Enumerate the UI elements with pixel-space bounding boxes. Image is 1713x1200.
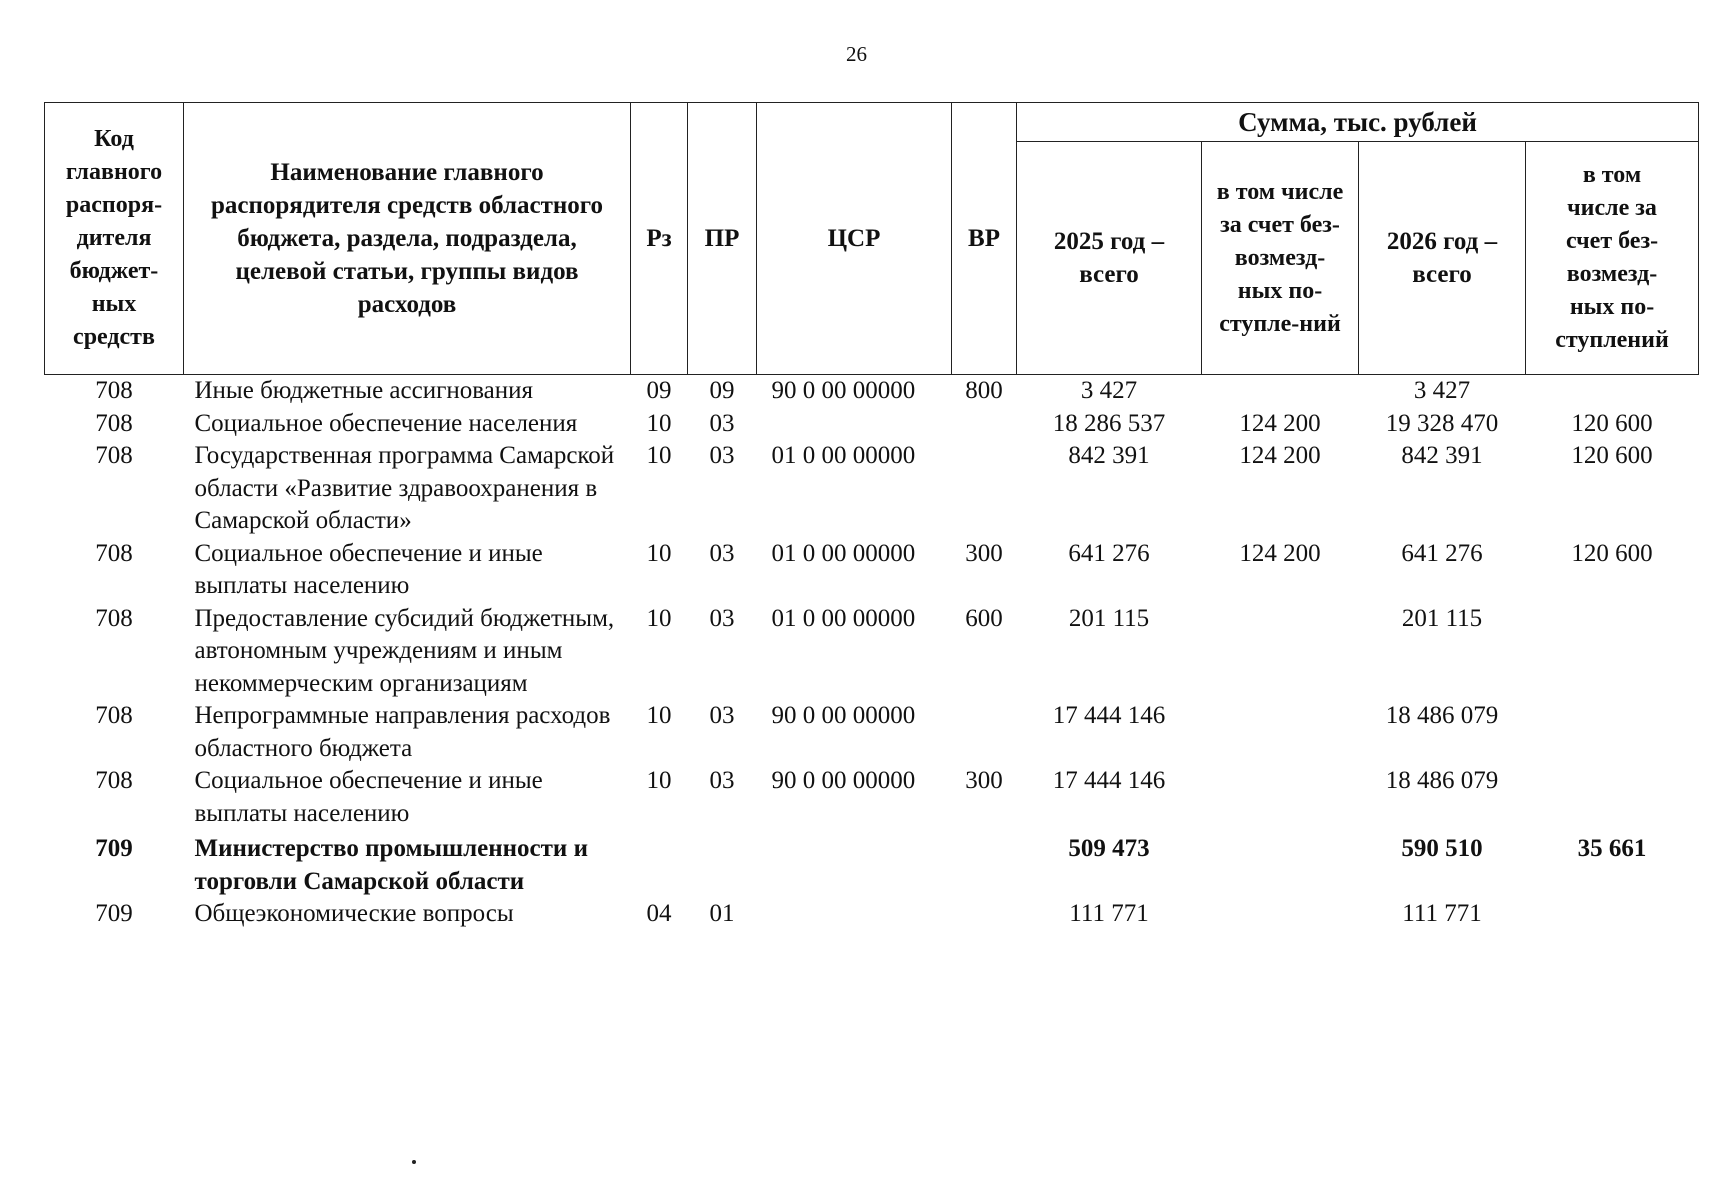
cell-rz: 09 xyxy=(646,377,672,404)
cell-pr: 03 xyxy=(709,767,735,794)
cell-vr xyxy=(952,408,1017,441)
header-code: Код главного распоря-дителя бюджет-ных средств xyxy=(45,103,184,375)
cell-total-2026: 18 486 079 xyxy=(1385,767,1499,794)
cell-code: 708 xyxy=(95,409,133,437)
cell-csr: 90 0 00 00000 xyxy=(771,702,916,729)
cell-total-2025: 17 444 146 xyxy=(1052,767,1166,794)
cell-total-2026: 18 486 079 xyxy=(1385,702,1499,729)
page-number: 26 xyxy=(846,42,867,66)
cell-total-2025: 3 427 xyxy=(1080,377,1138,404)
cell-vr xyxy=(952,830,1017,898)
cell-free-2025: 124 200 xyxy=(1239,442,1321,469)
cell-rz: 10 xyxy=(646,604,672,632)
cell-name: Государственная программа Самарской области «Развитие здравоохранения в Самарской области» xyxy=(194,442,615,534)
cell-code: 708 xyxy=(95,604,133,632)
cell-pr: 03 xyxy=(709,442,735,469)
cell-vr: 300 xyxy=(965,539,1003,567)
cell-total-2026: 201 115 xyxy=(1401,604,1483,632)
cell-csr: 01 0 00 00000 xyxy=(771,442,916,469)
cell-pr: 03 xyxy=(709,539,735,567)
scan-speck xyxy=(412,1160,416,1164)
table-row xyxy=(45,375,1699,408)
header-sum-group: Сумма, тыс. рублей xyxy=(1017,103,1699,142)
cell-total-2025: 111 771 xyxy=(1069,900,1149,927)
cell-free-2026: 120 600 xyxy=(1571,409,1653,437)
cell-total-2026: 842 391 xyxy=(1401,442,1483,469)
cell-pr xyxy=(688,830,757,898)
cell-total-2025: 17 444 146 xyxy=(1052,702,1166,729)
header-csr: ЦСР xyxy=(757,103,952,375)
table-row xyxy=(45,765,1699,830)
cell-vr xyxy=(952,898,1017,931)
cell-code: 708 xyxy=(95,767,133,794)
cell-name: Министерство промышленности и торговли Самарской области xyxy=(194,835,588,895)
cell-rz: 04 xyxy=(646,900,672,927)
header-total-2025: 2025 год – всего xyxy=(1017,142,1202,375)
header-pr: ПР xyxy=(688,103,757,375)
cell-pr: 01 xyxy=(709,900,735,927)
cell-code: 709 xyxy=(95,900,133,927)
header-name: Наименование главного распорядителя средств областного бюджета, раздела, подраздела, целевой статьи, группы видов расходов xyxy=(184,103,631,375)
cell-total-2025: 18 286 537 xyxy=(1052,409,1166,437)
cell-code: 708 xyxy=(95,377,133,404)
cell-rz: 10 xyxy=(646,442,672,469)
cell-name: Предоставление субсидий бюджетным, автономным учреждениям и иным некоммерческим организациям xyxy=(194,604,615,697)
cell-pr: 03 xyxy=(709,409,735,437)
cell-free-2026: 120 600 xyxy=(1571,539,1653,567)
cell-free-2026: 120 600 xyxy=(1571,442,1653,469)
cell-free-2025 xyxy=(1202,765,1359,830)
cell-total-2026: 3 427 xyxy=(1413,377,1471,404)
header-vr: ВР xyxy=(952,103,1017,375)
cell-code: 708 xyxy=(95,702,133,729)
cell-vr: 800 xyxy=(965,377,1003,404)
cell-vr: 600 xyxy=(965,604,1003,632)
table-row xyxy=(45,538,1699,603)
cell-total-2025: 201 115 xyxy=(1068,604,1150,632)
cell-free-2025 xyxy=(1202,603,1359,701)
cell-name: Социальное обеспечение населения xyxy=(194,409,578,437)
table-row xyxy=(45,603,1699,701)
cell-free-2026 xyxy=(1526,375,1699,408)
cell-rz: 10 xyxy=(646,702,672,729)
table-row xyxy=(45,408,1699,441)
cell-code: 708 xyxy=(95,442,133,469)
cell-pr: 03 xyxy=(709,604,735,632)
cell-csr xyxy=(757,408,952,441)
header-free-2025: в том числе за счет без-возмезд-ных по-ступле-ний xyxy=(1202,142,1359,375)
cell-rz xyxy=(631,830,688,898)
cell-free-2025: 124 200 xyxy=(1239,539,1321,567)
cell-total-2026: 19 328 470 xyxy=(1385,409,1499,437)
budget-table xyxy=(44,102,1699,931)
table-body xyxy=(45,375,1699,931)
cell-free-2026 xyxy=(1526,765,1699,830)
cell-free-2025 xyxy=(1202,898,1359,931)
table-row xyxy=(45,898,1699,931)
cell-vr xyxy=(952,700,1017,765)
cell-total-2025: 641 276 xyxy=(1068,539,1150,567)
cell-code: 708 xyxy=(95,539,133,567)
cell-csr: 90 0 00 00000 xyxy=(771,377,916,404)
cell-vr xyxy=(952,440,1017,538)
cell-free-2025 xyxy=(1202,830,1359,898)
header-total-2026: 2026 год – всего xyxy=(1359,142,1526,375)
cell-free-2026 xyxy=(1526,700,1699,765)
cell-free-2025: 124 200 xyxy=(1239,409,1321,437)
cell-pr: 03 xyxy=(709,702,735,729)
cell-vr: 300 xyxy=(965,767,1003,794)
cell-name: Социальное обеспечение и иные выплаты населению xyxy=(194,539,543,599)
cell-name: Общеэкономические вопросы xyxy=(194,900,514,927)
cell-total-2025: 842 391 xyxy=(1068,442,1150,469)
table-header xyxy=(45,103,1699,375)
cell-csr xyxy=(757,830,952,898)
cell-name: Непрограммные направления расходов областного бюджета xyxy=(194,702,611,762)
header-rz: Рз xyxy=(631,103,688,375)
cell-code: 709 xyxy=(95,835,133,862)
cell-rz: 10 xyxy=(646,539,672,567)
cell-name: Социальное обеспечение и иные выплаты населению xyxy=(194,767,543,827)
cell-csr: 01 0 00 00000 xyxy=(771,539,916,567)
cell-csr: 01 0 00 00000 xyxy=(771,604,916,632)
cell-free-2026 xyxy=(1526,898,1699,931)
cell-csr: 90 0 00 00000 xyxy=(771,767,916,794)
table-row xyxy=(45,440,1699,538)
cell-rz: 10 xyxy=(646,767,672,794)
table-row xyxy=(45,700,1699,765)
cell-free-2025 xyxy=(1202,700,1359,765)
cell-rz: 10 xyxy=(646,409,672,437)
cell-total-2026: 590 510 xyxy=(1401,835,1483,862)
cell-free-2026 xyxy=(1526,603,1699,701)
cell-total-2025: 509 473 xyxy=(1068,835,1150,862)
cell-free-2026: 35 661 xyxy=(1577,835,1647,862)
cell-free-2025 xyxy=(1202,375,1359,408)
table-row xyxy=(45,830,1699,898)
cell-name: Иные бюджетные ассигнования xyxy=(194,377,534,404)
cell-total-2026: 641 276 xyxy=(1401,539,1483,567)
cell-pr: 09 xyxy=(709,377,735,404)
cell-csr xyxy=(757,898,952,931)
cell-total-2026: 111 771 xyxy=(1402,900,1482,927)
header-free-2026: в том числе за счет без-возмезд-ных по-ступлений xyxy=(1526,142,1699,375)
